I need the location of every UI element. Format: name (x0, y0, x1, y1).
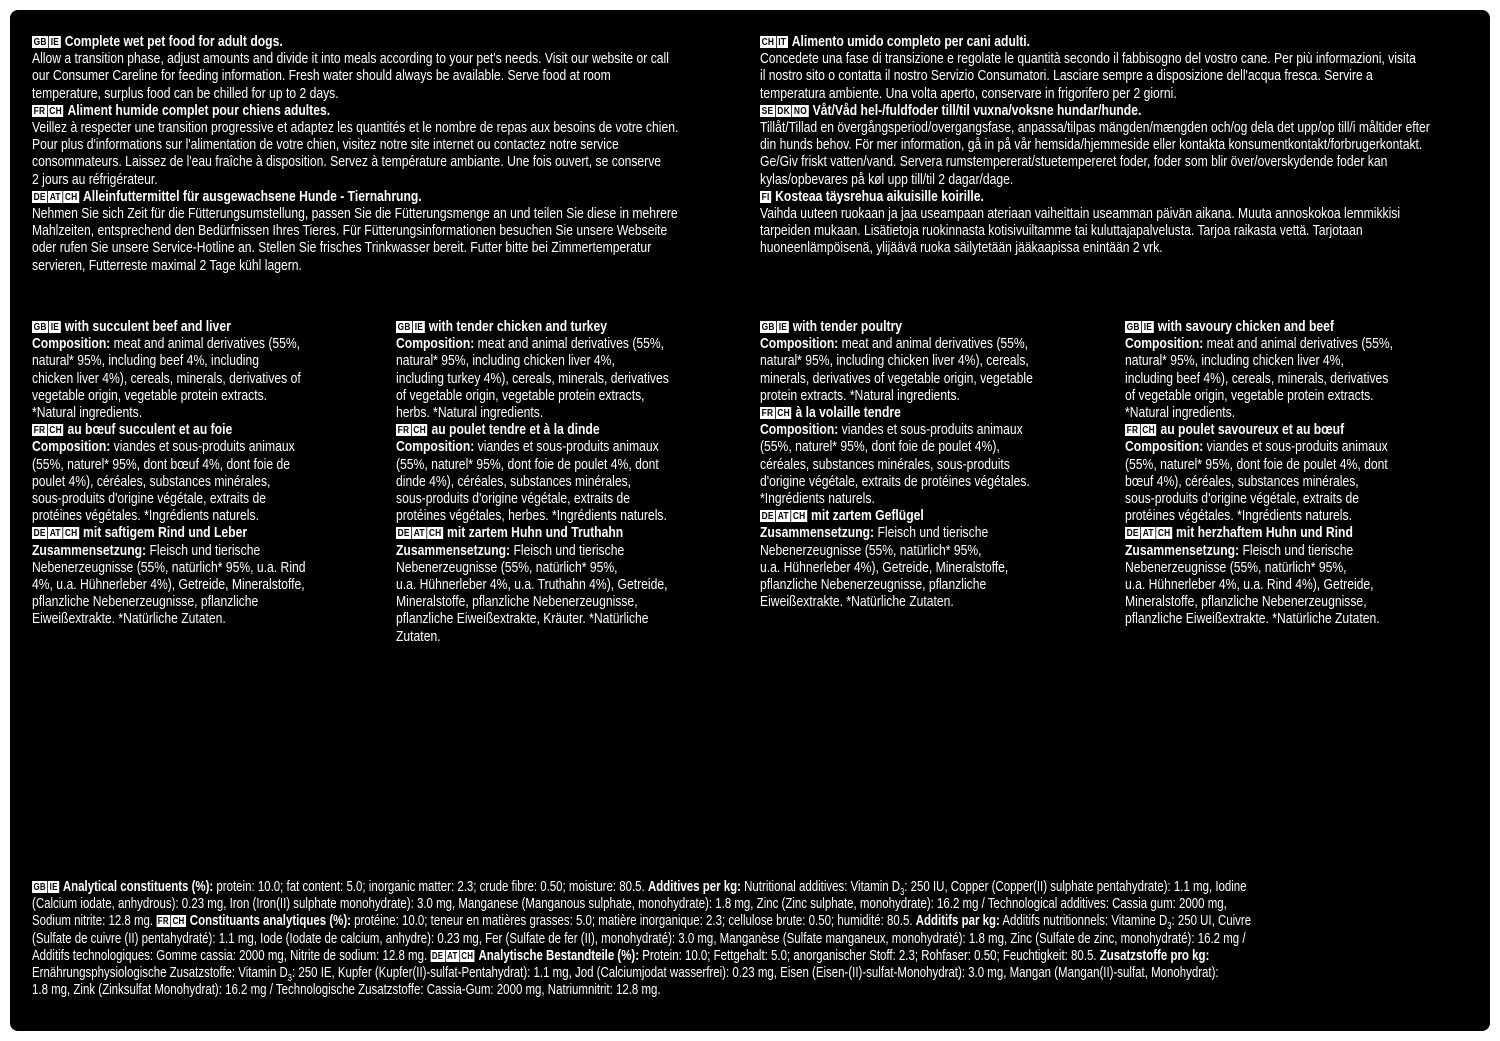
feeding-title: Alleinfuttermittel für ausgewachsene Hunde - Tiernahrung. (83, 187, 422, 205)
country-flags: DE AT CH (1126, 527, 1171, 540)
variety-title: au poulet savoureux et au bœuf (1160, 421, 1345, 439)
variety-block: DE AT CH mit zartem Huhn und Truthahn Zusammensetzung: Fleisch und tierische Nebenerzeugnisse (55%, natürlich* 95%, u.a. Hühnerleber 4%, u.a. Truthahn 4%), Getreide, Mineralstoffe, pflanzliche Nebenerzeugnisse, pflanzliche Eiweißextrakte, Kräuter. *Natürliche Zutaten. (396, 524, 668, 645)
country-flags: DE AT CH (431, 949, 474, 962)
feeding-title: Våt/Våd hel-/fuldfoder till/til vuxna/voksne hundar/hunde. (812, 101, 1142, 119)
country-flags: GB IE (397, 321, 424, 333)
analytical-constituents (32, 878, 1500, 998)
country-flags: FR CH (397, 424, 426, 437)
feeding-right (760, 33, 1500, 257)
country-flags: SE DK NO (761, 104, 807, 117)
variety-title: au bœuf succulent et au foie (67, 421, 233, 439)
feeding-title: Kosteaa täysrehua aikuisille koirille. (775, 187, 984, 205)
country-flags: DE AT CH (33, 527, 78, 540)
feeding-left (32, 33, 840, 274)
feeding-block: FI Kosteaa täysrehua aikuisille koirille. Vaihda uuteen ruokaan ja jaa useampaan ateriaan vaiheittain useamman päivän aikana. Muuta annoskokoa lemmikkisi tarpeiden mukaan. Lisätietoja ruokinnasta kotisivuiltamme tai kuluttajapalvelusta. Tarjoa raikasta vettä. Tarjotaan huoneenlämpöisenä, ylijäävä ruoka säilytetään jääkaapissa enintään 2 vrk. (760, 187, 1401, 257)
country-flags: FR CH (1126, 424, 1155, 437)
variety-title: with tender poultry (792, 318, 903, 335)
composition-label: Zusammensetzung: (396, 541, 511, 559)
variety-block: GB IE with tender chicken and turkey Composition: meat and animal derivatives (55%, natural* 95%, including chicken liver 4%, including turkey 4%), cereals, minerals, derivatives of vegetable origin, vegetable protein extracts, herbs. *Natural ingredients. (396, 318, 669, 422)
variety-title: à la volaille tendre (795, 404, 901, 422)
variety-block: DE AT CH mit saftigem Rind und Leber Zusammensetzung: Fleisch und tierische Nebenerzeugnisse (55%, natürlich* 95%, u.a. Rind 4%, u.a. Hühnerleber 4%), Getreide, Mineralstoffe, pflanzliche Nebenerzeugnisse, pflanzliche Eiweißextrakte. *Natürliche Zutaten. (32, 524, 306, 628)
country-flags: FR CH (33, 104, 62, 117)
country-flags: FR CH (761, 407, 790, 420)
country-flags: FR CH (157, 915, 185, 928)
variety-title: mit zartem Geflügel (811, 507, 924, 525)
label-panel (10, 10, 1490, 1031)
composition-label: Composition: (32, 438, 111, 456)
variety-column (760, 318, 1101, 610)
feeding-title: Alimento umido completo per cani adulti. (791, 33, 1031, 50)
variety-title: with savoury chicken and beef (1157, 318, 1334, 335)
variety-column (396, 318, 737, 645)
composition-label: Composition: (1125, 438, 1204, 456)
feeding-title: Complete wet pet food for adult dogs. (64, 33, 283, 50)
analytical-text: GB IE Analytical constituents (%): protein: 10.0; fat content: 5.0; inorganic matter: 2.3; crude fibre: 0.50; moisture: 80.5. Additives per kg: Nutritional additives: Vitamin $D_3$: 250 IU, Copper (Copper(II) sulphate pentahydrate): 1.1 mg, Iodine (Calcium iodate, anhydrous): 0.23 mg, Iron (Iron(II) sulphate monohydrate): 3.0 mg, Manganese (Manganous sulphate, monohydrate): 1.8 mg, Zinc (Zinc sulphate, monohydrate): 16.2 mg / Technological additives: Cassia gum: 2000 mg, Sodium nitrite: 12.8 mg. FR CH Constituants analytiques (%): protéine: 10.0; teneur en matières grasses: 5.0; matière inorganique: 2.3; cellulose brute: 0.50; humidité: 80.5. Additifs par kg: Additifs nutritionnels: Vitamine $D_3$: 250 UI, Cuivre (Sulfate de cuivre (II) pentahydraté): 1.1 mg, Iode (Iodate de calcium, anhydre): 0.23 mg, Fer (Sulfate de fer (II), monohydraté): 3.0 mg, Manganèse (Sulfate manganeux, monohydraté): 1.8 mg, Zinc (Sulfate de zinc, monohydraté): 16.2 mg / Additifs technologiques: Gomme cassia: 2000 mg, Nitrite de sodium: 12.8 mg. DE AT CH Analytische Bestandteile (%): Protein: 10.0; Fettgehalt: 5.0; anorganischer Stoff: 2.3; Rohfaser: 0.50; Feuchtigkeit: 80.5. Zusatzstoffe pro kg: Ernährungsphysiologische Zusatzstoffe: Vitamin $D_3$: 250 IE, Kupfer (Kupfer(II)-sulfat-Pentahydrat): 1.1 mg, Jod (Calciumjodat wasserfrei): 0.23 mg, Eisen (Eisen-(II)-sulfat-Monohydrat): 3.0 mg, Mangan (Mangan(II)-sulfat, Monohydrat): 1.8 mg, Zink (Zinksulfat Monohydrat): 16.2 mg / Technologische Zusatzstoffe: Cassia-Gum: 2000 mg, Natriumnitrit: 12.8 mg. (32, 878, 1252, 999)
variety-title: with succulent beef and liver (64, 318, 231, 335)
composition-label: Composition: (1125, 335, 1204, 353)
variety-block: FR CH au bœuf succulent et au foie Composition: viandes et sous-produits animaux (55%, naturel* 95%, dont bœuf 4%, dont foie de poulet 4%), céréales, substances minérales, sous-produits d'origine végétale, extraits de protéines végétales. *Ingrédients naturels. (32, 421, 295, 525)
variety-title: with tender chicken and turkey (428, 318, 607, 335)
composition-label: Zusammensetzung: (1125, 541, 1240, 559)
country-flags: DE AT CH (33, 190, 78, 203)
variety-title: mit saftigem Rind und Leber (83, 524, 248, 542)
feeding-block: SE DK NO Våt/Våd hel-/fuldfoder till/til vuxna/voksne hundar/hunde. Tillåt/Tillad en övergångsperiod/overgangsfase, anpassa/tilpas mängden/mængden och/og dela det upp/op till/i måltider efter din hunds behov. För mer information, gå in på vår hemsida/hjemmeside eller kontakta konsumentkontakt/forbrugerkontakt. Ge/Giv friskt vatten/vand. Servera rumstempererat/stuetempereret foder, foder som blir över/overskydende foder kan kylas/opbevares på køl upp till/til 2 dagar/dage. (760, 101, 1430, 188)
composition-label: Composition: (760, 421, 839, 439)
country-flags: GB IE (761, 321, 788, 333)
variety-block: DE AT CH mit zartem Geflügel Zusammensetzung: Fleisch und tierische Nebenerzeugnisse (55%, natürlich* 95%, u.a. Hühnerleber 4%), Getreide, Mineralstoffe, pflanzliche Nebenerzeugnisse, pflanzliche Eiweißextrakte. *Natürliche Zutaten. (760, 507, 1009, 611)
variety-block: GB IE with savoury chicken and beef Composition: meat and animal derivatives (55%, natural* 95%, including chicken liver 4%, including beef 4%), cereals, minerals, derivatives of vegetable origin, vegetable protein extracts. *Natural ingredients. (1125, 318, 1394, 422)
variety-title: mit herzhaftem Huhn und Rind (1176, 524, 1353, 542)
feeding-title: Aliment humide complet pour chiens adultes. (67, 101, 331, 119)
variety-block: GB IE with succulent beef and liver Composition: meat and animal derivatives (55%, natural* 95%, including beef 4%, including chicken liver 4%), cereals, minerals, derivatives of vegetable origin, vegetable protein extracts. *Natural ingredients. (32, 318, 301, 422)
variety-column (1125, 318, 1460, 628)
country-flags: FR CH (33, 424, 62, 437)
country-flags: GB IE (33, 321, 60, 333)
feeding-block: GB IE Complete wet pet food for adult dogs. Allow a transition phase, adjust amounts and divide it into meals according to your pet's needs. Visit our website or call our Consumer Careline for feeding information. Fresh water should always be available. Serve food at room temperature, surplus food can be chilled for up to 2 days. (32, 33, 669, 102)
variety-title: mit zartem Huhn und Truthahn (447, 524, 624, 542)
variety-block: FR CH au poulet tendre et à la dinde Composition: viandes et sous-produits animaux (55%, naturel* 95%, dont foie de poulet 4%, dont dinde 4%), céréales, substances minérales, sous-produits d'origine végétale, extraits de protéines végétales, herbes. *Ingrédients naturels. (396, 421, 667, 525)
feeding-block: DE AT CH Alleinfuttermittel für ausgewachsene Hunde - Tiernahrung. Nehmen Sie sich Zeit für die Fütterungsumstellung, passen Sie die Fütterungsmenge an und teilen Sie diese in mehrere Mahlzeiten, entsprechend den Bedürfnissen Ihres Tieres. Für Fütterungsinformationen besuchen Sie unsere Webseite oder rufen Sie unsere Service-Hotline an. Stellen Sie frisches Trinkwasser bereit. Futter bitte bei Zimmertemperatur servieren, Futterreste maximal 2 Tage kühl lagern. (32, 187, 678, 274)
composition-label: Composition: (760, 335, 839, 353)
variety-block: DE AT CH mit herzhaftem Huhn und Rind Zusammensetzung: Fleisch und tierische Nebenerzeugnisse (55%, natürlich* 95%, u.a. Hühnerleber 4%, u.a. Rind 4%), Getreide, Mineralstoffe, pflanzliche Nebenerzeugnisse, pflanzliche Eiweißextrakte. *Natürliche Zutaten. (1125, 524, 1380, 628)
country-flags: CH IT (761, 36, 787, 48)
composition-label: Composition: (396, 335, 475, 353)
composition-label: Composition: (32, 335, 111, 353)
country-flags: DE AT CH (397, 527, 442, 540)
country-flags: GB IE (33, 36, 60, 48)
composition-label: Zusammensetzung: (32, 541, 147, 559)
variety-title: au poulet tendre et à la dinde (431, 421, 600, 439)
variety-block: FR CH au poulet savoureux et au bœuf Composition: viandes et sous-produits animaux (55%, naturel* 95%, dont foie de poulet 4%, dont bœuf 4%), céréales, substances minérales, sous-produits d'origine végétale, extraits de protéines végétales. *Ingrédients naturels. (1125, 421, 1388, 525)
feeding-block: FR CH Aliment humide complet pour chiens adultes. Veillez à respecter une transition progressive et adaptez les quantités et le nombre de repas aux besoins de votre chien. Pour plus d'informations sur l'alimentation de votre chien, visitez notre site internet ou contactez notre service consommateurs. Laissez de l'eau fraîche à disposition. Servez à température ambiante. Une fois ouvert, se conserve 2 jours au réfrigérateur. (32, 101, 679, 188)
feeding-block: CH IT Alimento umido completo per cani adulti. Concedete una fase di transizione e regolate le quantità secondo il fabbisogno del vostro cane. Per più informazioni, visita il nostro sito o contatta il nostro Servizio Consumatori. Lasciare sempre a disposizione dell'acqua fresca. Servire a temperatura ambiente. Una volta aperto, conservare in frigorifero per 2 giorni. (760, 33, 1416, 102)
country-flags: GB IE (1126, 321, 1153, 333)
composition-label: Composition: (396, 438, 475, 456)
composition-label: Zusammensetzung: (760, 524, 875, 542)
country-flags: FI (761, 190, 770, 203)
country-flags: DE AT CH (761, 510, 806, 523)
variety-block: GB IE with tender poultry Composition: meat and animal derivatives (55%, natural* 95%, including chicken liver 4%), cereals, minerals, derivatives of vegetable origin, vegetable protein extracts. *Natural ingredients. (760, 318, 1033, 404)
country-flags: GB IE (33, 881, 58, 893)
variety-column (32, 318, 374, 628)
variety-block: FR CH à la volaille tendre Composition: viandes et sous-produits animaux (55%, naturel* 95%, dont foie de poulet 4%), céréales, substances minérales, sous-produits d'origine végétale, extraits de protéines végétales. *Ingrédients naturels. (760, 404, 1030, 508)
